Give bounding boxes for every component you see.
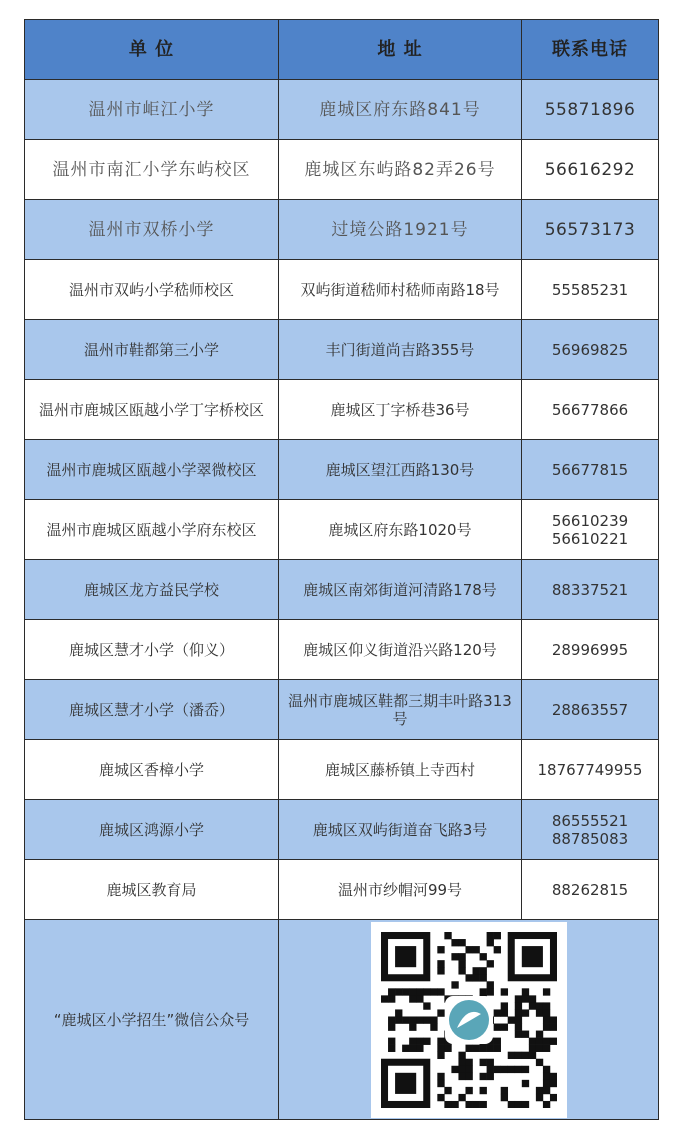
header-unit: 单 位 [25, 20, 279, 80]
header-address: 地 址 [279, 20, 522, 80]
phone-cell [522, 140, 659, 200]
unit-cell: 温州市鹿城区瓯越小学翠微校区 [25, 440, 279, 500]
phone-number: 88337521 [551, 580, 629, 599]
school-contact-table [24, 19, 659, 1120]
table-row [25, 620, 659, 680]
qr-code-graphic [381, 932, 557, 1108]
phone-cell [522, 500, 659, 560]
phone-number: 28863557 [551, 700, 629, 719]
table-row [25, 680, 659, 740]
address-cell: 鹿城区藤桥镇上寺西村 [279, 740, 522, 800]
unit-cell: 温州市南汇小学东屿校区 [25, 140, 279, 200]
table-row [25, 200, 659, 260]
phone-number: 56610221 [551, 529, 629, 548]
phone-number: 18767749955 [537, 760, 643, 779]
table-row [25, 860, 659, 920]
unit-cell: 鹿城区慧才小学（潘岙） [25, 680, 279, 740]
table-row [25, 140, 659, 200]
unit-cell: 鹿城区香樟小学 [25, 740, 279, 800]
phone-number: 56677866 [551, 400, 629, 419]
table-row [25, 500, 659, 560]
qr-cell [279, 920, 659, 1120]
unit-cell: 温州市鹿城区瓯越小学府东校区 [25, 500, 279, 560]
phone-cell [522, 260, 659, 320]
phone-number: 88785083 [551, 829, 629, 848]
header-phone: 联系电话 [522, 20, 659, 80]
unit-cell: 温州市双桥小学 [25, 200, 279, 260]
address-cell: 鹿城区双屿街道奋飞路3号 [279, 800, 522, 860]
table-row [25, 800, 659, 860]
unit-cell: 温州市鹿城区瓯越小学丁字桥校区 [25, 380, 279, 440]
phone-number: 55871896 [544, 99, 636, 120]
wechat-label: “鹿城区小学招生”微信公众号 [25, 920, 279, 1120]
table-row [25, 440, 659, 500]
table-row [25, 80, 659, 140]
table-row [25, 560, 659, 620]
table-row [25, 320, 659, 380]
phone-cell [522, 620, 659, 680]
address-cell: 鹿城区府东路841号 [279, 80, 522, 140]
phone-number: 28996995 [551, 640, 629, 659]
phone-number: 56616292 [544, 159, 636, 180]
phone-cell [522, 320, 659, 380]
phone-number: 56677815 [551, 460, 629, 479]
address-cell: 温州市纱帽河99号 [279, 860, 522, 920]
address-cell: 鹿城区望江西路130号 [279, 440, 522, 500]
table-body [25, 80, 659, 1120]
table-header-row [25, 20, 659, 80]
phone-cell [522, 440, 659, 500]
address-cell: 鹿城区仰义街道沿兴路120号 [279, 620, 522, 680]
phone-number: 55585231 [551, 280, 629, 299]
table-row [25, 740, 659, 800]
unit-cell: 温州市岠江小学 [25, 80, 279, 140]
table-row [25, 380, 659, 440]
phone-cell [522, 560, 659, 620]
phone-cell [522, 680, 659, 740]
address-cell: 鹿城区南郊街道河清路178号 [279, 560, 522, 620]
phone-cell [522, 740, 659, 800]
unit-cell: 温州市双屿小学嵇师校区 [25, 260, 279, 320]
phone-cell [522, 800, 659, 860]
unit-cell: 鹿城区龙方益民学校 [25, 560, 279, 620]
phone-cell [522, 380, 659, 440]
phone-cell [522, 80, 659, 140]
table-row [25, 260, 659, 320]
address-cell: 鹿城区府东路1020号 [279, 500, 522, 560]
address-cell: 鹿城区东屿路82弄26号 [279, 140, 522, 200]
phone-number: 56610239 [551, 511, 629, 530]
unit-cell: 鹿城区鸿源小学 [25, 800, 279, 860]
wechat-row [25, 920, 659, 1120]
qr-code-icon[interactable] [371, 922, 567, 1118]
phone-number: 56969825 [551, 340, 629, 359]
address-cell: 鹿城区丁字桥巷36号 [279, 380, 522, 440]
address-cell: 过境公路1921号 [279, 200, 522, 260]
unit-cell: 鹿城区教育局 [25, 860, 279, 920]
address-cell: 丰门街道尚吉路355号 [279, 320, 522, 380]
phone-cell [522, 860, 659, 920]
phone-number: 86555521 [551, 811, 629, 830]
address-cell: 双屿街道嵇师村嵇师南路18号 [279, 260, 522, 320]
address-cell: 温州市鹿城区鞋都三期丰叶路313号 [279, 680, 522, 740]
phone-cell [522, 200, 659, 260]
phone-number: 56573173 [544, 219, 636, 240]
phone-number: 88262815 [551, 880, 629, 899]
unit-cell: 温州市鞋都第三小学 [25, 320, 279, 380]
unit-cell: 鹿城区慧才小学（仰义） [25, 620, 279, 680]
